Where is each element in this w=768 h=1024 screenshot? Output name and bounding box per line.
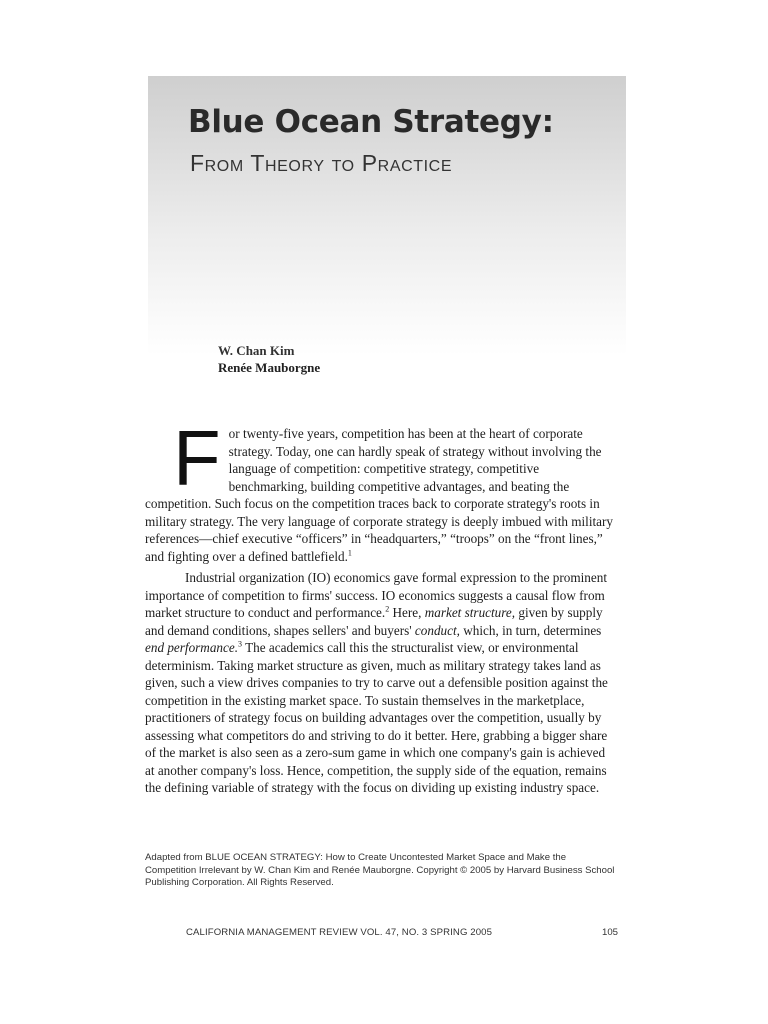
body-paragraph	[145, 414, 617, 565]
footnote-ref: 3	[238, 639, 243, 649]
paragraph-text: Industrial organization (IO) economics gave formal expression to the prominent importance of competition to firms' success. IO economics suggests a causal flow from market structure to conduct and performance.	[145, 570, 607, 620]
article-title: Blue Ocean Strategy:	[188, 104, 554, 140]
source-footnote: Adapted from BLUE OCEAN STRATEGY: How to Create Uncontested Market Space and Make the Competition Irrelevant by W. Chan Kim and Renée Mauborgne. Copyright © 2005 by Harvard Business School Publishing Corporation. All Rights Reserved.	[145, 852, 615, 888]
paragraph-text: or twenty-five years, competition has been at the heart of corporate strategy. Today, one can hardly speak of strategy without involving the language of competition: competitive strategy, competitive benchmarking, building competitive advantages, and beating the competition. Such focus on the competition traces back to corporate strategy's roots in military strategy. The very language of corporate strategy is deeply imbued with military references—chief executive “officers” in “headquarters,” “troops” on the “front lines,” and fighting over a defined battlefield.	[145, 426, 614, 564]
italic-term: conduct,	[414, 622, 460, 638]
italic-term: end performance.	[145, 640, 239, 655]
footnote-ref: 2	[385, 604, 390, 614]
author-name: W. Chan Kim	[218, 343, 295, 358]
article-body	[145, 414, 617, 797]
drop-cap: F	[173, 414, 221, 502]
paragraph-text: Here,	[389, 605, 425, 620]
italic-term: market structure,	[424, 605, 516, 620]
page-number: 105	[601, 927, 618, 938]
paragraph-text: The academics call this the structuralist view, or environmental determinism. Taking market structure as given, much as military strategy takes land as given, such a view drives companies to try to carve out a defensible position against the competition in the existing market space. To sustain themselves in the marketplace, practitioners of strategy focus on building advantages over the competition, usually by assessing what competitors do and striving to do it better. Here, grabbing a bigger share of the market is also seen as a zero-sum game in which one company's gain is achieved at another company's loss. Hence, competition, the supply side of the equation, remains the defining variable of strategy with the focus on dividing up existing industry space.	[145, 640, 608, 795]
body-paragraph	[145, 569, 617, 797]
footnote-ref: 1	[347, 548, 352, 558]
article-subtitle: From Theory to Practice	[190, 150, 453, 176]
author-list	[218, 342, 320, 376]
journal-citation: CALIFORNIA MANAGEMENT REVIEW VOL. 47, NO. 3 SPRING 2005	[186, 927, 493, 938]
paragraph-text: given by supply and demand conditions, shapes sellers' and buyers'	[145, 605, 603, 638]
paragraph-text: which, in turn, determines	[459, 622, 602, 638]
author-name: Renée Mauborgne	[218, 360, 321, 375]
